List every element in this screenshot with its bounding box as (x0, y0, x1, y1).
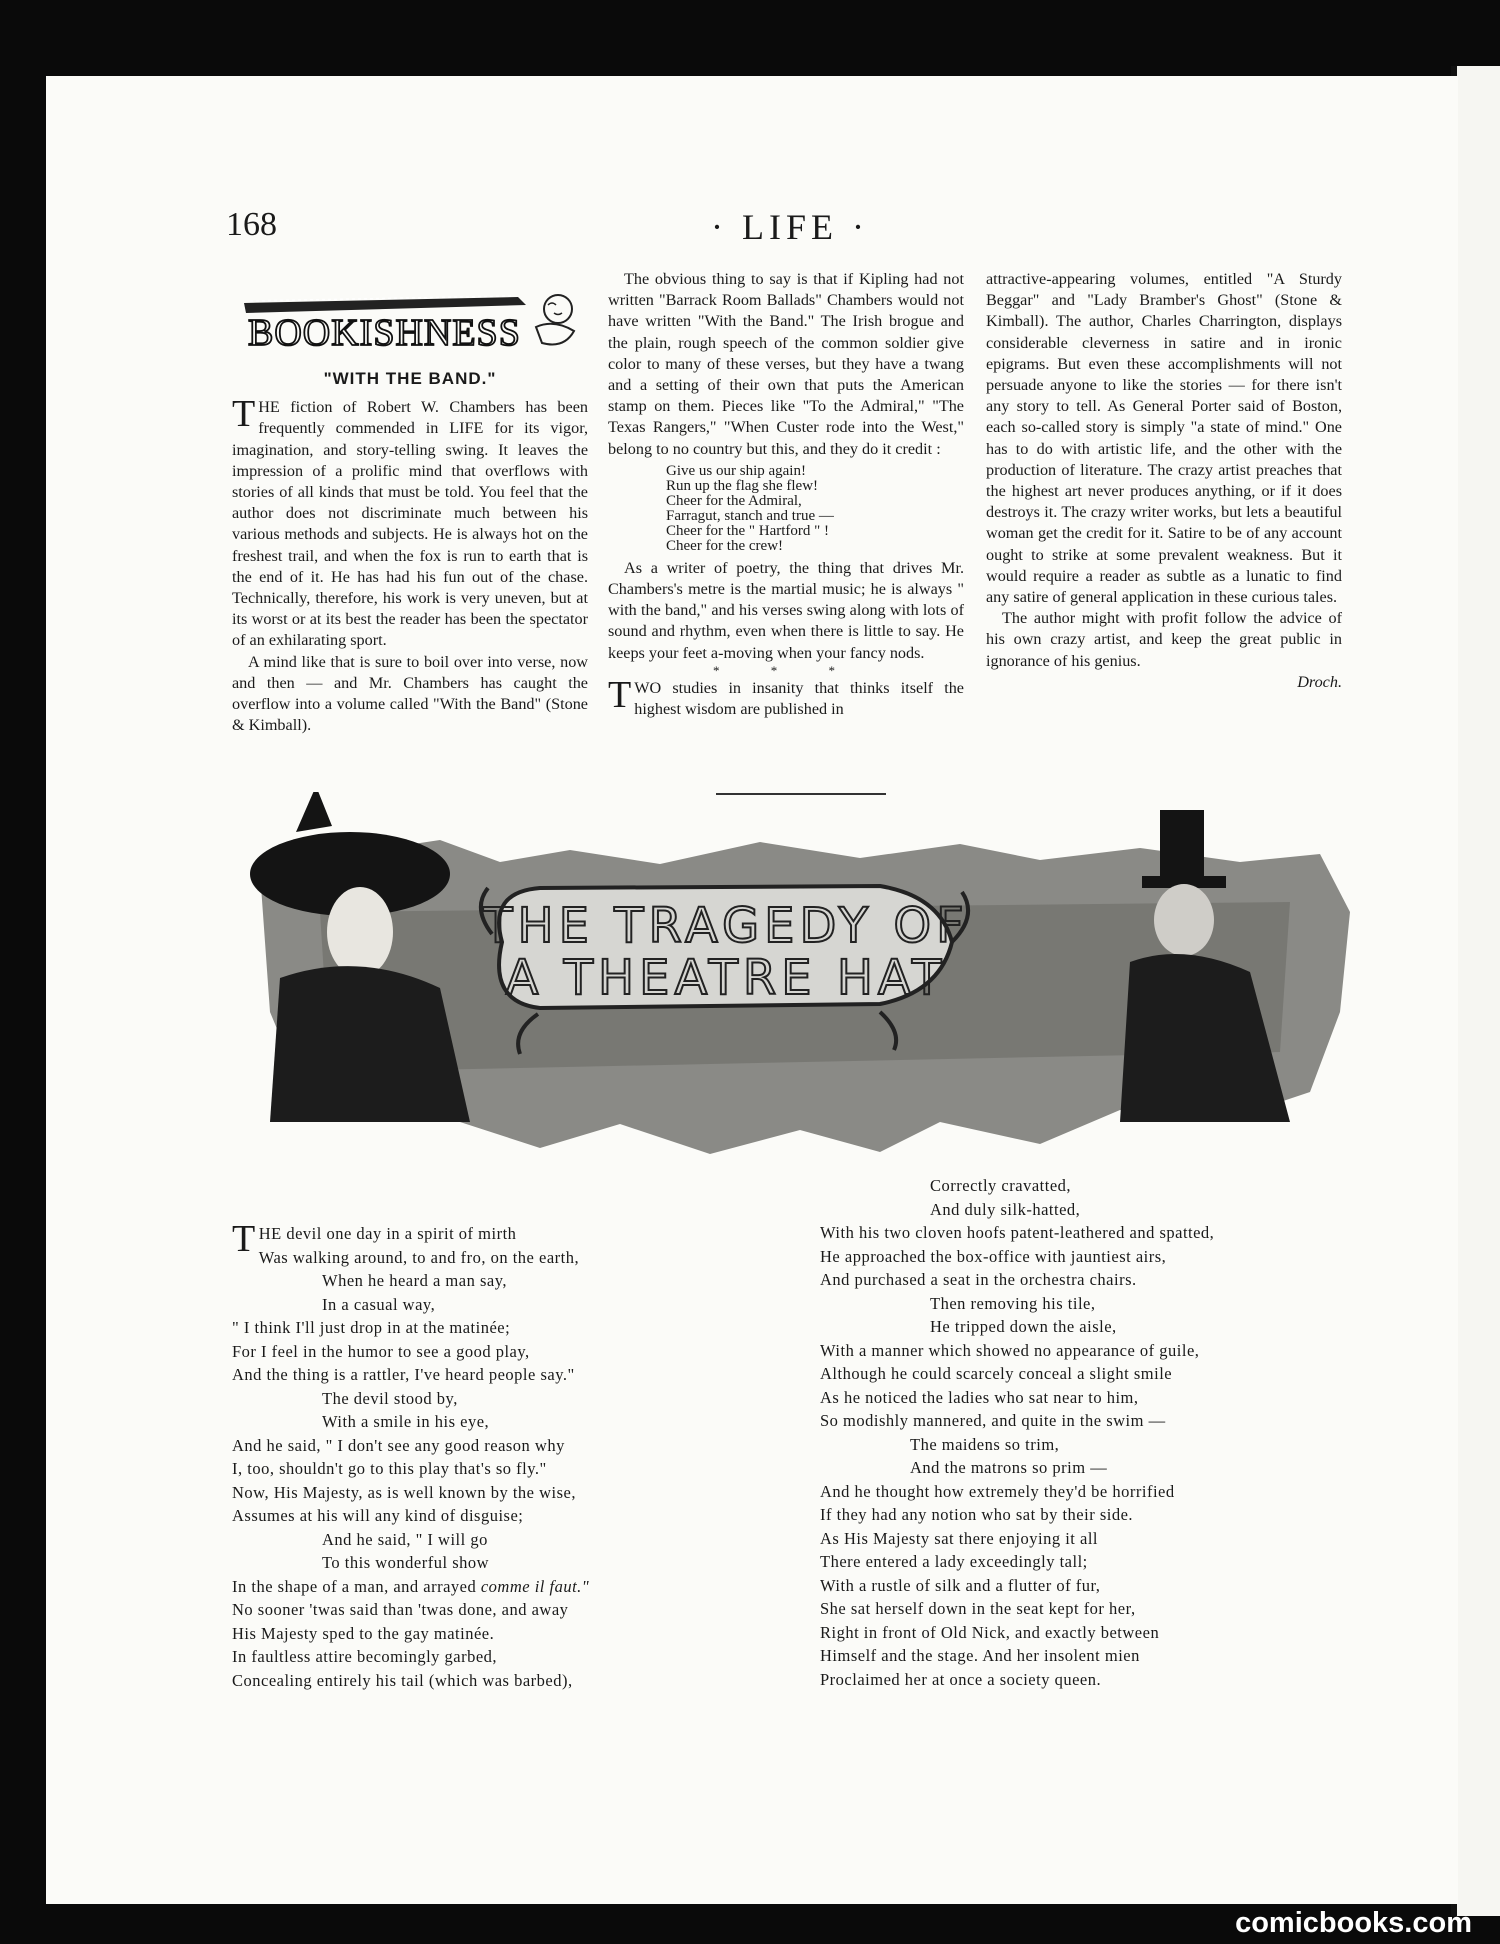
poem-line: There entered a lady exceedingly tall; (820, 1552, 1088, 1571)
poem-line: And the matrons so prim — (910, 1458, 1108, 1477)
poem-line: The maidens so trim, (910, 1434, 1060, 1454)
review-paragraph: A mind like that is sure to boil over into verse, now and then — and Mr. Chambers has caught the overflow into a volume called "With the Band" (Stone & Kimball). (232, 652, 588, 735)
poem-line: Then removing his tile, (930, 1293, 1096, 1313)
poem-line: In the shape of a man, and arrayed comme il faut." (232, 1576, 590, 1596)
poem-line: Himself and the stage. And her insolent mien (820, 1646, 1140, 1665)
poem-line: For I feel in the humor to see a good play, (232, 1341, 530, 1361)
review-paragraph: attractive-appearing volumes, entitled "A Sturdy Beggar" and "Lady Bramber's Ghost" (Stone & Kimball). The author, Charles Charrington, displays considerable cleverness in satire and in ironic epigrams. But even these accomplishments will not persuade anyone to like the stories — for there isn't any story to tell. As General Porter said of Boston, each so-called story is simply "a state of mind." One has to do with artistic life, and the other with the production of literature. The crazy artist preaches that the highest art never produces anything, or if it does destroys it. The crazy writer works, but lets a beautiful woman get the credit for it. Satire to be of any account ought to strike at some prevalent weakness. But it would require a reader as subtle as a lunatic to find any satire of general application in these curious tales. (986, 270, 1342, 607)
poem-line: THE devil one day in a spirit of mirth (232, 1218, 517, 1260)
poem-line: If they had any notion who sat by their side. (820, 1505, 1134, 1524)
poem-line: Was walking around, to and fro, on the earth, (258, 1247, 580, 1267)
poem-line: I, too, shouldn't go to this play that's so fly." (232, 1459, 547, 1478)
poem-line: The devil stood by, (322, 1388, 458, 1408)
poem-line: And duly silk-hatted, (930, 1199, 1081, 1219)
poem-line: Right in front of Old Nick, and exactly between (820, 1622, 1160, 1642)
poem-line: And he said, " I will go (322, 1529, 488, 1549)
poem-line: In faultless attire becomingly garbed, (232, 1647, 498, 1666)
poem-line: He tripped down the aisle, (930, 1317, 1117, 1336)
masthead: · LIFE · (711, 207, 869, 247)
poem-line: Assumes at his will any kind of disguise; (232, 1506, 524, 1525)
poem-line: As His Majesty sat there enjoying it all (820, 1528, 1098, 1548)
poem-column-right (820, 1174, 1360, 1691)
poem-line: His Majesty sped to the gay matinée. (232, 1623, 495, 1643)
poem-line: She sat herself down in the seat kept for her, (820, 1599, 1136, 1618)
lady-face (327, 887, 393, 977)
poem-line: With a rustle of silk and a flutter of fur, (820, 1575, 1101, 1595)
adjacent-page-edge (1451, 66, 1500, 1916)
devil-face (1154, 884, 1214, 956)
poem-line: With his two cloven hoofs patent-leathered and spatted, (820, 1223, 1215, 1242)
section-break-stars: * * * (713, 662, 859, 678)
review-paragraph: THE fiction of Robert W. Chambers has been frequently commended in LIFE for its vigor, imagination, and story-telling swing. It leaves the impression of a prolific mind that overflows with stories of all kinds that must be told. You feel that the author does not discriminate much between his various methods and subjects. He is always hot on the freshest trail, and when the fox is run to earth that is the end of it. He has had his fun out of the chase. Technically, therefore, his work is very uneven, but at its worst or at its best the reader has been the spectator of an exhilarating sport. (232, 393, 588, 650)
review-paragraph: The author might with profit follow the advice of his own crazy artist, and keep the great public in ignorance of his genius. (986, 609, 1342, 670)
review-paragraph: TWO studies in insanity that thinks itself the highest wisdom are published in (608, 673, 964, 719)
poem-line: Concealing entirely his tail (which was barbed), (232, 1670, 573, 1690)
page-number: 168 (226, 206, 277, 243)
review-column-2 (608, 269, 964, 720)
review-heading: "WITH THE BAND." (323, 369, 497, 388)
poem-line: So modishly mannered, and quite in the swim — (820, 1411, 1166, 1430)
review-column-3 (986, 269, 1342, 693)
poem-line: Now, His Majesty, as is well known by the wise, (232, 1482, 576, 1502)
poem-title-line-2: A THEATRE HAT (505, 950, 947, 1006)
poem-line: Correctly cravatted, (930, 1176, 1072, 1195)
drop-cap: T (232, 393, 256, 436)
poem-title-line-1: THE TRAGEDY OF (483, 898, 969, 954)
poem-line: In a casual way, (322, 1294, 436, 1314)
poem-line: When he heard a man say, (322, 1271, 508, 1290)
poem-line: With a manner which showed no appearance of guile, (820, 1340, 1200, 1360)
poem-line: And he said, " I don't see any good reason why (232, 1435, 565, 1455)
bookishness-text: BOOKISHNESS (248, 312, 521, 354)
poem-column-left (232, 1218, 752, 1692)
poem-line: As he noticed the ladies who sat near to him, (820, 1387, 1139, 1407)
poem-line: And purchased a seat in the orchestra chairs. (820, 1270, 1137, 1289)
poem-line: And he thought how extremely they'd be horrified (820, 1481, 1175, 1501)
bookishness-heading-art (236, 283, 588, 363)
poem-title-illustration (240, 792, 1370, 1192)
poem-line: With a smile in his eye, (322, 1412, 490, 1431)
review-paragraph: As a writer of poetry, the thing that drives Mr. Chambers's metre is the martial music; he is always " with the band," and his verses swing along with lots of sound and rhythm, even when there is little to say. He keeps your feet a-moving when your fancy nods. (608, 558, 964, 662)
poem-line: No sooner 'twas said than 'twas done, and away (232, 1600, 569, 1619)
watermark: comicbooks.com (1235, 1907, 1472, 1939)
poem-line: Proclaimed her at once a society queen. (820, 1669, 1102, 1689)
quoted-verse: Give us our ship again! Run up the flag she flew! Cheer for the Admiral, Farragut, stanch and true — Cheer for the " Hartford " ! Cheer for the crew! (666, 462, 834, 554)
poem-line: Although he could scarcely conceal a slight smile (820, 1364, 1173, 1383)
drop-cap: T (232, 1218, 256, 1260)
review-paragraph: The obvious thing to say is that if Kipling had not written "Barrack Room Ballads" Chambers would not have written "With the Band." The Irish brogue and the plain, rough speech of the common soldier give color to many of these verses, but they have a twang and a setting of their own that puts the American stamp on them. Pieces like "To the Admiral," "The Texas Rangers," "When Custer rode into the West," belong to no country but this, and they do it credit : (608, 270, 964, 458)
author-signature: Droch. (1297, 672, 1342, 691)
poem-line: To this wonderful show (322, 1553, 490, 1572)
devil-top-hat (1160, 810, 1204, 880)
poem-line: And the thing is a rattler, I've heard people say." (232, 1365, 575, 1384)
poem-line: " I think I'll just drop in at the matinée; (232, 1318, 511, 1337)
poem-line: He approached the box-office with jauntiest airs, (820, 1246, 1167, 1266)
drop-cap: T (608, 673, 632, 716)
review-column-1 (232, 368, 588, 736)
